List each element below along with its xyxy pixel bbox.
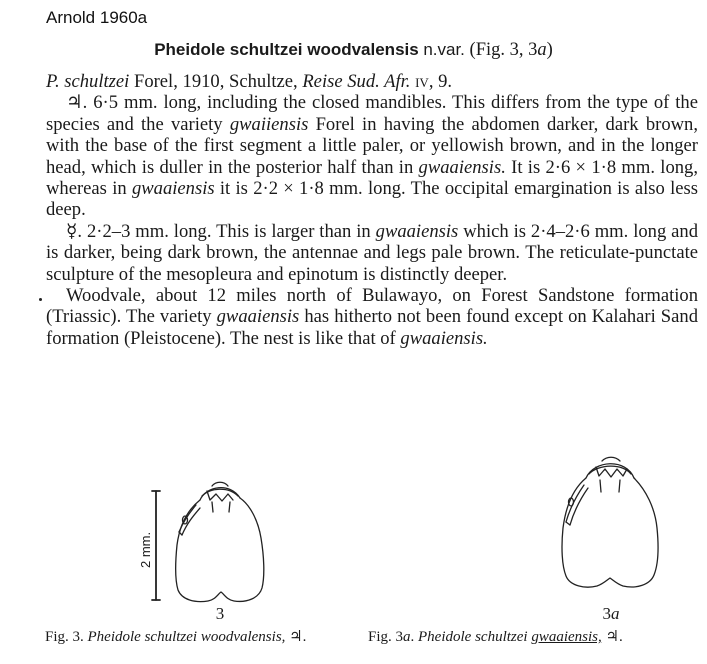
worker-caste-symbol: ☿. [66, 220, 83, 242]
worker-paragraph: ☿. 2·2–3 mm. long. This is larger than in gwaaiensis which is 2·4–2·6 mm. long and is darker, being dark brown, the antennae and legs pale brown. The reticulate-punctate sculpture of the mesopleura and epinotum is distinctly deeper. [46, 220, 699, 285]
fig3a-head-drawing [562, 457, 658, 587]
taxon-name: Pheidole schultzei woodvalensis [154, 40, 419, 59]
source-tag: Arnold 1960a [46, 8, 148, 27]
major-caste-symbol: ♃. [66, 92, 88, 114]
figure-reference: (Fig. 3, 3a) [469, 40, 553, 60]
fig3a-number: 3a [602, 604, 620, 623]
fig3-caption: Fig. 3. Pheidole schultzei woodvalensis, ♃. [45, 629, 307, 645]
scale-bar-label: 2 mm. [138, 531, 153, 568]
citation-line: P. schultzei Forel, 1910, Schultze, Reise Sud. Afr. iv, 9. [46, 71, 453, 92]
fig3-number: 3 [215, 604, 225, 623]
fig3-head-drawing [152, 482, 264, 601]
taxon-rank: n.var. [423, 40, 465, 59]
locality-paragraph: Woodvale, about 12 miles north of Bulawayo, on Forest Sandstone formation (Triassic). The variety gwaaiensis has hitherto not been found except on Kalahari Sand formation (Pleistocene). The nest is like that of gwaaiensis. [46, 285, 698, 349]
major-worker-paragraph: ♃. 6·5 mm. long, including the closed mandibles. This differs from the type of the species and the variety gwaiiensis Forel in having the abdomen darker, dark brown, with the base of the first segment a little paler, or yellowish brown, and in the longer head, which is duller in the posterior half than in gwaaiensis. It is 2·6 × 1·8 mm. long, whereas in gwaaiensis it is 2·2 × 1·8 mm. long. The occipital emargination is also less deep. [46, 92, 699, 221]
fig3a-caption: Fig. 3a. Pheidole schultzei gwaaiensis, ♃. [368, 629, 623, 645]
